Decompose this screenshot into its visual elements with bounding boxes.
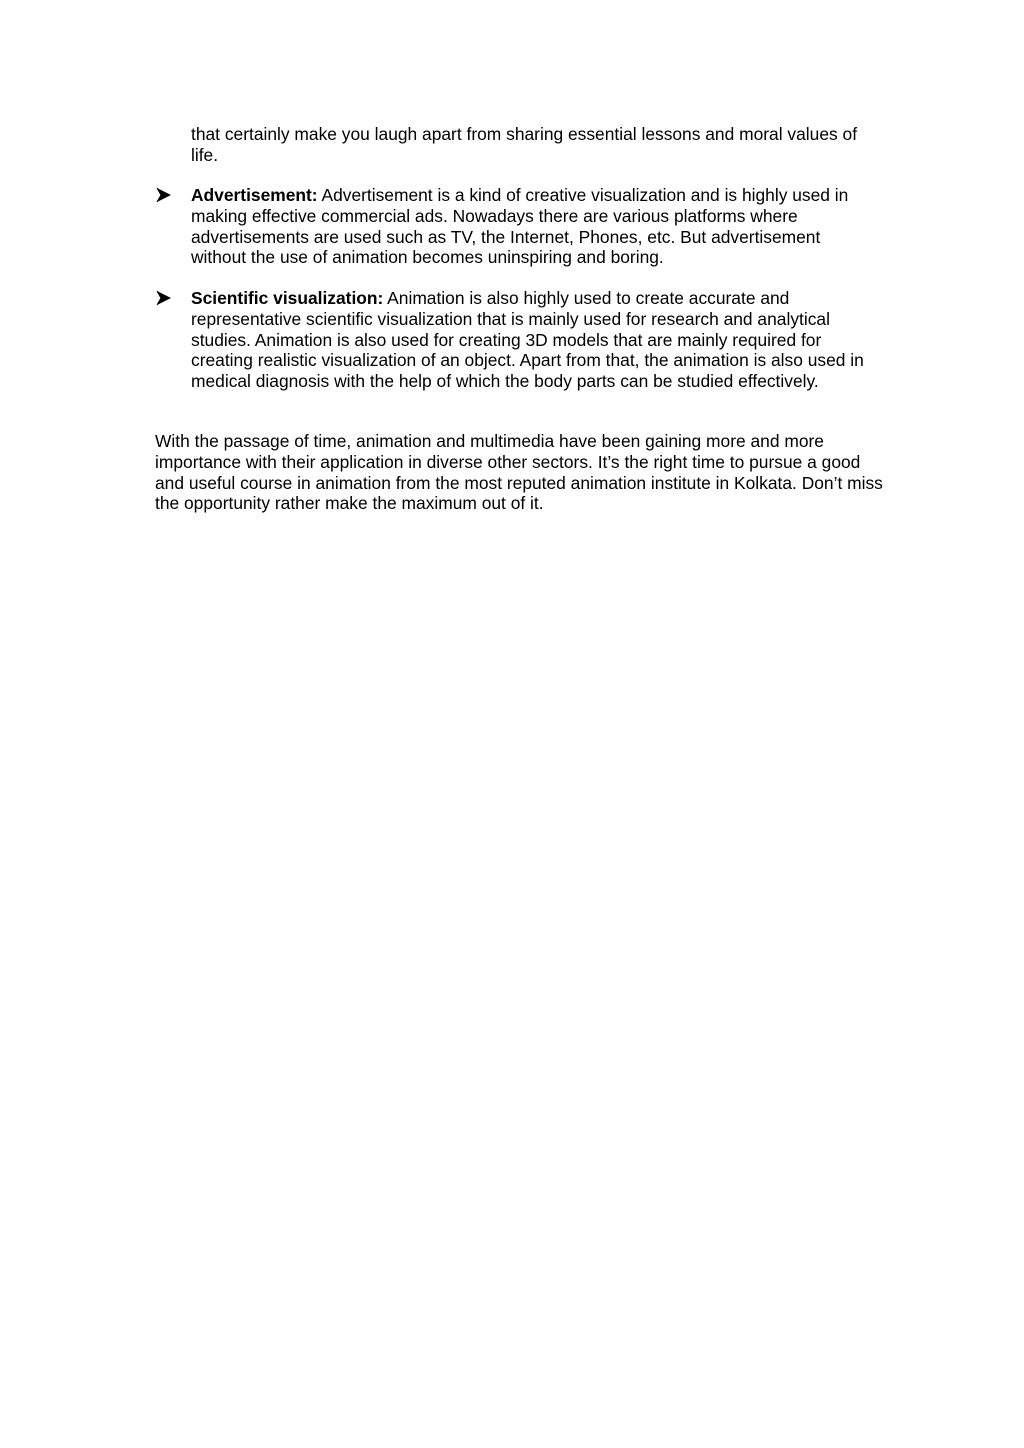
bullet-body: Advertisement is a kind of creative visualization and is highly used in making effective commercial ads. Nowadays there are various platforms where advertisements are used such as TV, the Internet, Phones, etc. But advertisement without the use of animation becomes uninspiring and boring. (191, 185, 849, 268)
bullet-body: Animation is also highly used to create accurate and representative scientific visualization that is mainly used for research and analytical studies. Animation is also used for creating 3D models that are mainly required for creating realistic visualization of an object. Apart from that, the animation is also used in medical diagnosis with the help of which the body parts can be studied effectively. (191, 288, 864, 392)
arrow-bullet-icon (155, 289, 173, 307)
bullet-text (191, 288, 875, 392)
continued-paragraph: that certainly make you laugh apart from sharing essential lessons and moral values of life. (191, 124, 858, 165)
arrow-bullet-icon (155, 186, 173, 204)
bullet-text (191, 185, 875, 268)
bullet-title: Advertisement: (191, 185, 318, 205)
bullet-title: Scientific visualization: (191, 288, 384, 308)
closing-paragraph: With the passage of time, animation and multimedia have been gaining more and more importance with their application in diverse other sectors. It’s the right time to pursue a good and useful course in animation from the most reputed animation institute in Kolkata. Don’t miss the opportunity rather make the maximum out of it. (155, 431, 883, 514)
